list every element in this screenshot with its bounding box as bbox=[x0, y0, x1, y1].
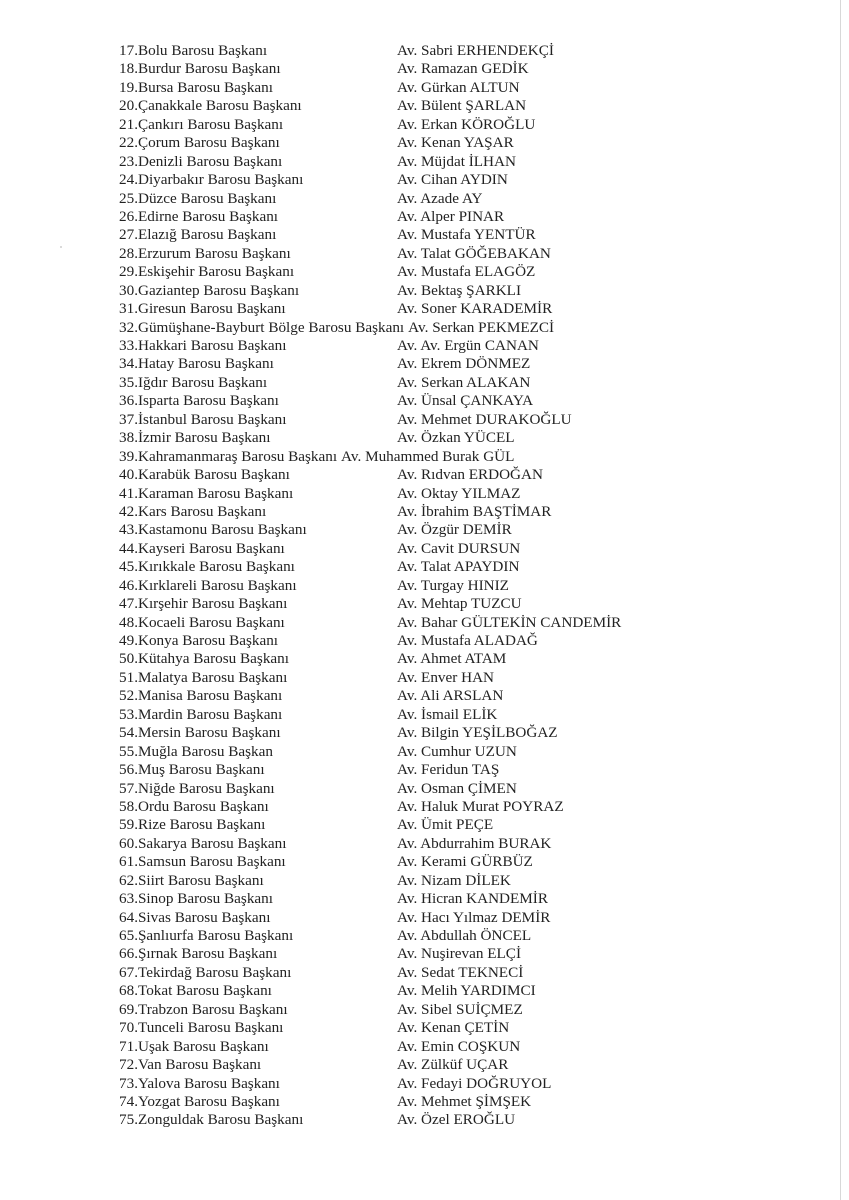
item-number: 46. bbox=[119, 576, 138, 594]
president-name: Av. Rıdvan ERDOĞAN bbox=[397, 466, 543, 484]
president-name: Av. Melih YARDIMCI bbox=[397, 982, 536, 1000]
item-number: 26. bbox=[119, 207, 138, 225]
bar-title: Çankırı Barosu Başkanı bbox=[137, 115, 284, 133]
president-name: Av. Mehmet ŞİMŞEK bbox=[397, 1092, 532, 1110]
president-name: Av. Erkan KÖROĞLU bbox=[397, 115, 536, 133]
president-name: Av. Cihan AYDIN bbox=[397, 171, 508, 189]
item-number: 58. bbox=[119, 797, 138, 815]
bar-title: Kastamonu Barosu Başkanı bbox=[137, 521, 307, 539]
item-number: 29. bbox=[119, 263, 138, 281]
president-name: Av. Muhammed Burak GÜL bbox=[341, 447, 515, 465]
list-item bbox=[119, 964, 799, 982]
president-name: Av. Nuşirevan ELÇİ bbox=[397, 945, 521, 963]
president-name: Av. Mehtap TUZCU bbox=[397, 595, 522, 613]
item-number: 37. bbox=[119, 410, 138, 428]
item-number: 38. bbox=[119, 429, 138, 447]
item-number: 22. bbox=[119, 134, 138, 152]
item-number: 45. bbox=[119, 558, 138, 576]
president-name: Av. Özkan YÜCEL bbox=[397, 429, 515, 447]
president-name: Av. Feridun TAŞ bbox=[397, 761, 500, 779]
list-item bbox=[119, 392, 799, 410]
item-number: 52. bbox=[119, 687, 138, 705]
bar-title: Niğde Barosu Başkanı bbox=[137, 779, 275, 797]
bar-title: Hakkari Barosu Başkanı bbox=[137, 337, 287, 354]
item-number: 70. bbox=[119, 1019, 138, 1037]
item-number: 65. bbox=[119, 927, 138, 944]
bar-title: Kocaeli Barosu Başkanı bbox=[137, 613, 285, 631]
president-name: Av. Kenan ÇETİN bbox=[397, 1019, 510, 1037]
list-item bbox=[119, 448, 799, 466]
bar-title: Hatay Barosu Başkanı bbox=[137, 355, 274, 373]
item-number: 24. bbox=[119, 171, 138, 189]
list-item bbox=[119, 724, 799, 742]
list-item bbox=[119, 466, 799, 484]
item-number: 35. bbox=[119, 373, 138, 391]
president-name: Av. Hicran KANDEMİR bbox=[397, 890, 548, 908]
president-name: Av. Gürkan ALTUN bbox=[397, 78, 520, 96]
list-item bbox=[119, 595, 799, 613]
item-number: 43. bbox=[119, 521, 138, 539]
item-number: 32. bbox=[119, 318, 138, 336]
list-item bbox=[119, 116, 799, 134]
item-number: 67. bbox=[119, 963, 138, 981]
president-name: Av. Zülküf UÇAR bbox=[397, 1056, 509, 1074]
bar-title: Uşak Barosu Başkanı bbox=[137, 1037, 269, 1055]
president-name: Av. Serkan PEKMEZCİ bbox=[408, 318, 555, 336]
list-item bbox=[119, 282, 799, 300]
bar-title: Tokat Barosu Başkanı bbox=[137, 982, 272, 1000]
president-name: Av. Serkan ALAKAN bbox=[397, 373, 531, 391]
list-item bbox=[119, 1093, 799, 1111]
president-name: Av. Ahmet ATAM bbox=[397, 650, 507, 668]
item-number: 73. bbox=[119, 1074, 138, 1092]
bar-title: Kütahya Barosu Başkanı bbox=[137, 650, 289, 668]
list-item bbox=[119, 650, 799, 668]
item-number: 19. bbox=[119, 78, 138, 96]
president-name: Av. Mustafa ALADAĞ bbox=[397, 632, 538, 649]
bar-title: Şırnak Barosu Başkanı bbox=[137, 945, 278, 963]
list-item bbox=[119, 687, 799, 705]
item-number: 34. bbox=[119, 355, 138, 373]
list-item bbox=[119, 706, 799, 724]
president-name: Av. Haluk Murat POYRAZ bbox=[397, 797, 564, 815]
bar-title: Elazığ Barosu Başkanı bbox=[137, 226, 277, 244]
list-item bbox=[119, 190, 799, 208]
list-item bbox=[119, 982, 799, 1000]
list-item bbox=[119, 429, 799, 447]
president-name: Av. İsmail ELİK bbox=[397, 705, 498, 723]
bar-title: Iğdır Barosu Başkanı bbox=[137, 373, 268, 391]
bar-title: Çorum Barosu Başkanı bbox=[137, 134, 280, 152]
item-number: 51. bbox=[119, 668, 138, 686]
president-name: Av. Kerami GÜRBÜZ bbox=[397, 853, 533, 871]
item-number: 21. bbox=[119, 115, 138, 133]
list-item bbox=[119, 1038, 799, 1056]
president-name: Av. Enver HAN bbox=[397, 668, 495, 686]
bar-title: Isparta Barosu Başkanı bbox=[137, 392, 279, 410]
list-item bbox=[119, 97, 799, 115]
item-number: 28. bbox=[119, 244, 138, 262]
bar-title: Kars Barosu Başkanı bbox=[137, 502, 267, 520]
president-name: Av. Cumhur UZUN bbox=[397, 742, 517, 760]
item-number: 41. bbox=[119, 484, 138, 502]
item-number: 31. bbox=[119, 300, 138, 318]
bar-title: Siirt Barosu Başkanı bbox=[137, 871, 264, 889]
item-number: 59. bbox=[119, 816, 138, 834]
president-name: Av. Mustafa YENTÜR bbox=[397, 226, 536, 244]
list-item bbox=[119, 558, 799, 576]
item-number: 57. bbox=[119, 779, 138, 797]
list-item bbox=[119, 1019, 799, 1037]
item-number: 30. bbox=[119, 281, 138, 299]
president-name: Av. Soner KARADEMİR bbox=[397, 300, 553, 318]
list-item bbox=[119, 300, 799, 318]
bar-title: Ordu Barosu Başkanı bbox=[137, 797, 269, 815]
president-name: Av. Nizam DİLEK bbox=[397, 871, 511, 889]
list-item bbox=[119, 614, 799, 632]
bar-title: Manisa Barosu Başkanı bbox=[137, 687, 283, 705]
list-item bbox=[119, 337, 799, 355]
president-name: Av. Bülent ŞARLAN bbox=[397, 97, 527, 115]
bar-title: Kırşehir Barosu Başkanı bbox=[137, 595, 288, 613]
bar-title: Diyarbakır Barosu Başkanı bbox=[137, 171, 304, 189]
item-number: 69. bbox=[119, 1000, 138, 1018]
bar-title: Zonguldak Barosu Başkanı bbox=[137, 1111, 304, 1129]
bar-title: İstanbul Barosu Başkanı bbox=[137, 410, 287, 428]
president-name: Av. Talat APAYDIN bbox=[397, 558, 520, 576]
item-number: 55. bbox=[119, 742, 138, 760]
president-name: Av. Abdurrahim BURAK bbox=[397, 834, 552, 852]
bar-title: Kayseri Barosu Başkanı bbox=[137, 539, 285, 557]
scan-edge-line bbox=[840, 0, 841, 1200]
list-item bbox=[119, 632, 799, 650]
item-number: 33. bbox=[119, 337, 138, 354]
list-item bbox=[119, 411, 799, 429]
president-name: Av. Özel EROĞLU bbox=[397, 1111, 516, 1129]
scan-speck bbox=[60, 246, 62, 248]
item-number: 56. bbox=[119, 761, 138, 779]
bar-title: Edirne Barosu Başkanı bbox=[137, 207, 279, 225]
bar-title: Sakarya Barosu Başkanı bbox=[137, 834, 287, 852]
president-name: Av. İbrahim BAŞTİMAR bbox=[397, 502, 552, 520]
item-number: 54. bbox=[119, 724, 138, 742]
list-item bbox=[119, 669, 799, 687]
bar-title: Muş Barosu Başkanı bbox=[137, 761, 265, 779]
president-name: Av. Alper PINAR bbox=[397, 207, 505, 225]
president-name: Av. Fedayi DOĞRUYOL bbox=[397, 1074, 552, 1092]
bar-title: Bursa Barosu Başkanı bbox=[137, 78, 273, 96]
item-number: 42. bbox=[119, 502, 138, 520]
bar-presidents-list bbox=[119, 42, 799, 1130]
item-number: 39. bbox=[119, 447, 138, 465]
president-name: Av. Ali ARSLAN bbox=[397, 687, 504, 705]
list-item bbox=[119, 1056, 799, 1074]
president-name: Av. Kenan YAŞAR bbox=[397, 134, 514, 152]
president-name: Av. Talat GÖĞEBAKAN bbox=[397, 244, 551, 262]
president-name: Av. Sibel SUİÇMEZ bbox=[397, 1000, 523, 1018]
item-number: 75. bbox=[119, 1111, 138, 1129]
bar-title: Sivas Barosu Başkanı bbox=[137, 908, 271, 926]
list-item bbox=[119, 872, 799, 890]
item-number: 63. bbox=[119, 890, 138, 908]
item-number: 47. bbox=[119, 595, 138, 613]
bar-title: Giresun Barosu Başkanı bbox=[137, 300, 286, 318]
list-item bbox=[119, 245, 799, 263]
bar-title: İzmir Barosu Başkanı bbox=[137, 429, 271, 447]
list-item bbox=[119, 835, 799, 853]
list-item bbox=[119, 226, 799, 244]
bar-title: Eskişehir Barosu Başkanı bbox=[137, 263, 295, 281]
president-name: Av. Bahar GÜLTEKİN CANDEMİR bbox=[397, 613, 622, 631]
item-number: 49. bbox=[119, 632, 138, 649]
bar-title: Mersin Barosu Başkanı bbox=[137, 724, 281, 742]
list-item bbox=[119, 761, 799, 779]
item-number: 68. bbox=[119, 982, 138, 1000]
list-item bbox=[119, 208, 799, 226]
list-item bbox=[119, 374, 799, 392]
bar-title: Düzce Barosu Başkanı bbox=[137, 189, 277, 207]
bar-title: Muğla Barosu Başkan bbox=[137, 742, 273, 760]
list-item bbox=[119, 1075, 799, 1093]
item-number: 17. bbox=[119, 42, 138, 59]
bar-title: Rize Barosu Başkanı bbox=[137, 816, 266, 834]
bar-title: Trabzon Barosu Başkanı bbox=[137, 1000, 288, 1018]
president-name: Av. Emin COŞKUN bbox=[397, 1037, 521, 1055]
list-item bbox=[119, 577, 799, 595]
list-item bbox=[119, 853, 799, 871]
bar-title: Yozgat Barosu Başkanı bbox=[137, 1092, 280, 1110]
item-number: 44. bbox=[119, 539, 138, 557]
bar-title: Kırklareli Barosu Başkanı bbox=[137, 576, 297, 594]
president-name: Av. Mustafa ELAGÖZ bbox=[397, 263, 536, 281]
list-item bbox=[119, 540, 799, 558]
item-number: 64. bbox=[119, 908, 138, 926]
item-number: 66. bbox=[119, 945, 138, 963]
list-item bbox=[119, 909, 799, 927]
item-number: 40. bbox=[119, 466, 138, 484]
item-number: 20. bbox=[119, 97, 138, 115]
bar-title: Erzurum Barosu Başkanı bbox=[137, 244, 291, 262]
list-item bbox=[119, 134, 799, 152]
bar-title: Sinop Barosu Başkanı bbox=[137, 890, 273, 908]
list-item bbox=[119, 1001, 799, 1019]
bar-title: Karaman Barosu Başkanı bbox=[137, 484, 294, 502]
list-item bbox=[119, 355, 799, 373]
president-name: Av. Özgür DEMİR bbox=[397, 521, 512, 539]
president-name: Av. Turgay HINIZ bbox=[397, 576, 509, 594]
item-number: 23. bbox=[119, 152, 138, 170]
president-name: Av. Hacı Yılmaz DEMİR bbox=[397, 908, 551, 926]
bar-title: Burdur Barosu Başkanı bbox=[137, 60, 281, 78]
bar-title: Çanakkale Barosu Başkanı bbox=[137, 97, 302, 115]
list-item bbox=[119, 171, 799, 189]
list-item bbox=[119, 153, 799, 171]
bar-title: Karabük Barosu Başkanı bbox=[137, 466, 290, 484]
president-name: Av. Ünsal ÇANKAYA bbox=[397, 392, 534, 410]
president-name: Av. Abdullah ÖNCEL bbox=[397, 927, 532, 944]
list-item bbox=[119, 42, 799, 60]
president-name: Av. Bilgin YEŞİLBOĞAZ bbox=[397, 724, 558, 742]
item-number: 62. bbox=[119, 871, 138, 889]
list-item bbox=[119, 485, 799, 503]
item-number: 36. bbox=[119, 392, 138, 410]
bar-title: Mardin Barosu Başkanı bbox=[137, 705, 283, 723]
item-number: 71. bbox=[119, 1037, 138, 1055]
bar-title: Kırıkkale Barosu Başkanı bbox=[137, 558, 295, 576]
president-name: Av. Ümit PEÇE bbox=[397, 816, 494, 834]
president-name: Av. Av. Ergün CANAN bbox=[397, 337, 539, 354]
president-name: Av. Azade AY bbox=[397, 189, 483, 207]
list-item bbox=[119, 521, 799, 539]
item-number: 61. bbox=[119, 853, 138, 871]
item-number: 74. bbox=[119, 1092, 138, 1110]
president-name: Av. Bektaş ŞARKLI bbox=[397, 281, 522, 299]
list-item bbox=[119, 503, 799, 521]
list-item bbox=[119, 945, 799, 963]
list-item bbox=[119, 780, 799, 798]
president-name: Av. Sedat TEKNECİ bbox=[397, 963, 524, 981]
bar-title: Malatya Barosu Başkanı bbox=[137, 668, 288, 686]
list-item bbox=[119, 816, 799, 834]
president-name: Av. Osman ÇİMEN bbox=[397, 779, 517, 797]
president-name: Av. Ramazan GEDİK bbox=[397, 60, 529, 78]
item-number: 25. bbox=[119, 189, 138, 207]
president-name: Av. Sabri ERHENDEKÇİ bbox=[397, 42, 554, 59]
item-number: 72. bbox=[119, 1056, 138, 1074]
president-name: Av. Mehmet DURAKOĞLU bbox=[397, 410, 572, 428]
bar-title: Yalova Barosu Başkanı bbox=[137, 1074, 280, 1092]
item-number: 50. bbox=[119, 650, 138, 668]
list-item bbox=[119, 890, 799, 908]
bar-title: Tekirdağ Barosu Başkanı bbox=[137, 963, 292, 981]
item-number: 27. bbox=[119, 226, 138, 244]
president-name: Av. Cavit DURSUN bbox=[397, 539, 521, 557]
list-item bbox=[119, 798, 799, 816]
list-item bbox=[119, 1111, 799, 1129]
president-name: Av. Müjdat İLHAN bbox=[397, 152, 516, 170]
list-item bbox=[119, 60, 799, 78]
item-number: 53. bbox=[119, 705, 138, 723]
list-item bbox=[119, 263, 799, 281]
bar-title: Gaziantep Barosu Başkanı bbox=[137, 281, 300, 299]
list-item bbox=[119, 319, 799, 337]
bar-title: Bolu Barosu Başkanı bbox=[137, 42, 268, 59]
bar-title: Denizli Barosu Başkanı bbox=[137, 152, 283, 170]
item-number: 60. bbox=[119, 834, 138, 852]
president-name: Av. Ekrem DÖNMEZ bbox=[397, 355, 531, 373]
bar-title: Kahramanmaraş Barosu Başkanı bbox=[137, 447, 338, 465]
bar-title: Van Barosu Başkanı bbox=[137, 1056, 262, 1074]
president-name: Av. Oktay YILMAZ bbox=[397, 484, 521, 502]
bar-title: Gümüşhane-Bayburt Bölge Barosu Başkanı bbox=[137, 318, 405, 336]
list-item bbox=[119, 927, 799, 945]
item-number: 48. bbox=[119, 613, 138, 631]
bar-title: Samsun Barosu Başkanı bbox=[137, 853, 286, 871]
bar-title: Şanlıurfa Barosu Başkanı bbox=[137, 927, 294, 944]
list-item bbox=[119, 79, 799, 97]
bar-title: Tunceli Barosu Başkanı bbox=[137, 1019, 284, 1037]
item-number: 18. bbox=[119, 60, 138, 78]
list-item bbox=[119, 743, 799, 761]
bar-title: Konya Barosu Başkanı bbox=[137, 632, 279, 649]
